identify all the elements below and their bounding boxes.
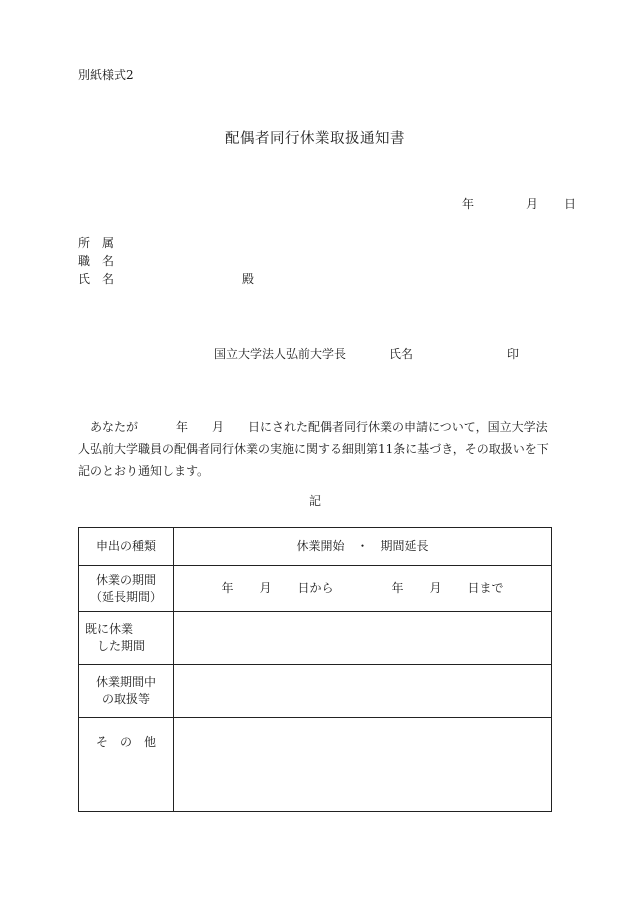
table-row [79, 566, 552, 612]
handling-during-leave-value [174, 665, 552, 718]
row-label-line2: の取扱等 [101, 692, 150, 706]
affiliation-label: 所 属 [78, 236, 115, 250]
form-code: 別紙様式2 [78, 68, 134, 82]
issuer-name-label: 氏名 [389, 347, 414, 361]
ki-marker: 記 [308, 494, 321, 508]
row-label-line2: した期間 [97, 639, 146, 653]
previous-leave-value [174, 612, 552, 665]
row-label [79, 612, 174, 665]
body-text: 日にされた配偶者同行休業の申請について，国立大学法人弘前大学職員の配偶者同行休業の実施に関する細則第11条に基づき，その取扱いを下記のとおり通知します。 [78, 420, 549, 478]
table-row [79, 718, 552, 812]
period-start-month: 月 [259, 581, 272, 595]
period-end-month: 月 [429, 581, 442, 595]
document-title: 配偶者同行休業取扱通知書 [225, 131, 405, 147]
issue-date [462, 195, 576, 212]
period-start-year: 年 [221, 581, 234, 595]
date-month: 月 [526, 197, 539, 211]
recipient-name [78, 270, 130, 287]
table-row [79, 665, 552, 718]
date-day: 日 [564, 197, 577, 211]
row-label [79, 566, 174, 612]
period-start-day: 日から [297, 581, 334, 595]
period-end-day: 日まで [467, 581, 504, 595]
notice-body [78, 416, 553, 482]
body-year: 年 [176, 420, 189, 434]
row-label [79, 665, 174, 718]
table-row [79, 528, 552, 566]
row-label: 申出の種類 [79, 528, 174, 566]
seal-mark: 印 [507, 347, 520, 361]
position-label: 職 名 [78, 254, 115, 268]
row-label-line1: 休業の期間 [95, 572, 156, 587]
row-label-text: そ の 他 [95, 735, 156, 749]
issuer-organization: 国立大学法人弘前大学長 [214, 347, 347, 361]
honorific: 殿 [242, 272, 255, 286]
notice-table [78, 527, 552, 812]
recipient-affiliation [78, 234, 130, 251]
row-label-line1: 休業期間中 [95, 675, 156, 689]
request-type-value: 休業開始 ・ 期間延長 [174, 528, 552, 566]
row-label [79, 718, 174, 812]
period-end-year: 年 [391, 581, 404, 595]
leave-period-value [174, 566, 552, 612]
name-label: 氏 名 [78, 272, 115, 286]
date-year: 年 [462, 197, 475, 211]
body-month: 月 [212, 420, 225, 434]
row-label-line2: （延長期間） [89, 589, 162, 604]
body-lead: あなたが [90, 420, 139, 434]
recipient-position [78, 252, 130, 269]
other-value [174, 718, 552, 812]
row-label-line1: 既に休業 [85, 622, 134, 636]
table-row [79, 612, 552, 665]
